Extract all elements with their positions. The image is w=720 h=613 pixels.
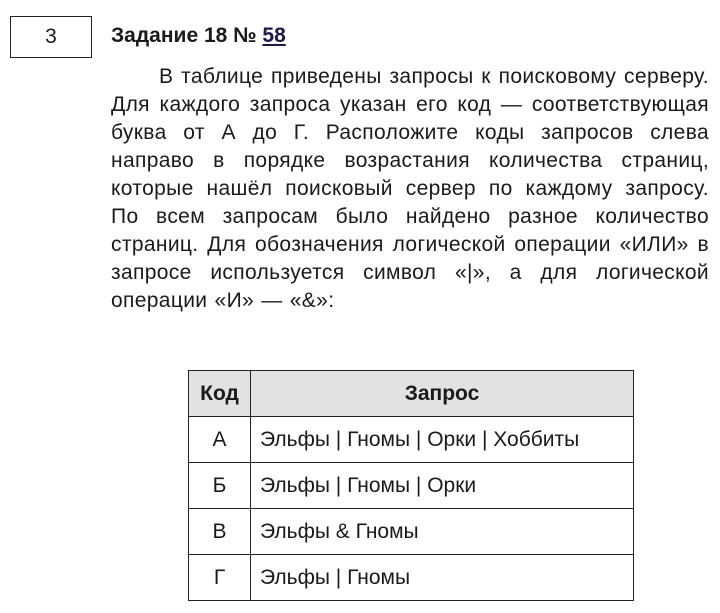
table-header-row xyxy=(189,371,634,417)
row-code: Г xyxy=(189,555,251,601)
header-query: Запрос xyxy=(251,371,634,417)
table-row xyxy=(189,417,634,463)
row-code: В xyxy=(189,509,251,555)
row-query: Эльфы | Гномы | Орки | Хоббиты xyxy=(251,417,634,463)
table-row xyxy=(189,509,634,555)
queries-table xyxy=(188,370,634,601)
row-code: Б xyxy=(189,463,251,509)
table-row xyxy=(189,555,634,601)
task-heading xyxy=(111,24,286,48)
task-number: 3 xyxy=(45,25,57,48)
row-query: Эльфы | Гномы | Орки xyxy=(251,463,634,509)
row-code: А xyxy=(189,417,251,463)
table-row xyxy=(189,463,634,509)
task-paragraph: В таблице приведены запросы к поисковому серверу. Для каждого запроса указан его код — соответствующая буква от А до Г. Расположите коды запросов слева направо в порядке возрастания количества страниц, которые нашёл поисковый сервер по каждому запросу. По всем запросам было найдено разное количество страниц. Для обозначения логической операции «ИЛИ» в запросе используется символ «|», а для логической операции «И» — «&»: xyxy=(111,65,709,312)
row-query: Эльфы & Гномы xyxy=(251,509,634,555)
task-link[interactable]: 58 xyxy=(262,24,286,47)
task-number-box xyxy=(10,16,92,58)
header-code: Код xyxy=(189,371,251,417)
task-title: Задание 18 № xyxy=(111,24,257,47)
row-query: Эльфы | Гномы xyxy=(251,555,634,601)
